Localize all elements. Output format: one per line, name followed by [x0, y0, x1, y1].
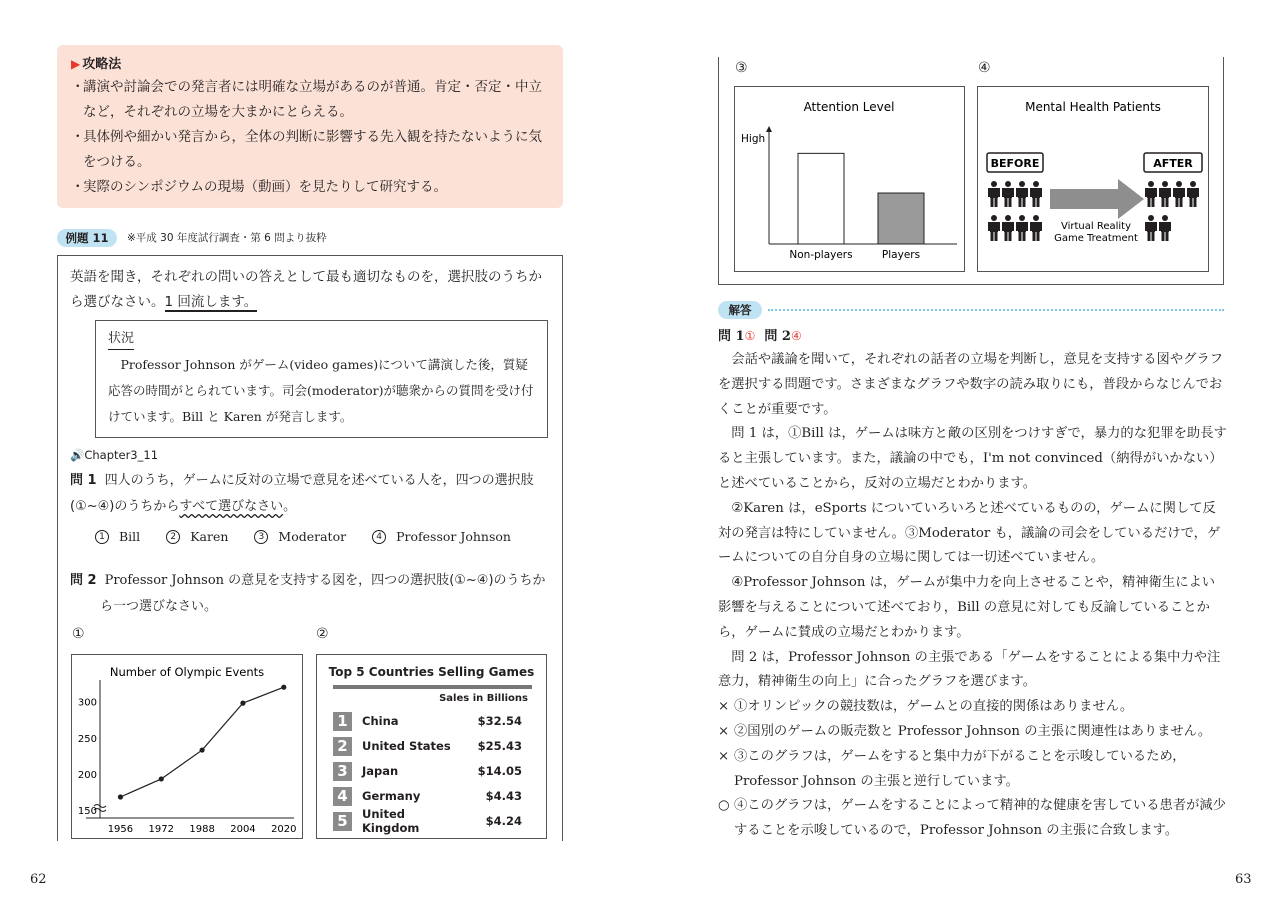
choice-professor-johnson[interactable]: 4 Professor Johnson: [372, 527, 511, 547]
tip-item: ・ 具体例や細かい発言から，全体の判断に影響する先入観を持たないように気をつける。: [71, 129, 542, 170]
top5-countries-table: [316, 654, 547, 839]
y-tick-label: 300: [77, 697, 97, 709]
page-number-left: 62: [30, 872, 47, 887]
person-icon: [1030, 181, 1042, 207]
play-once-note: 1 回流します。: [164, 294, 258, 310]
x-tick-label: 1956: [107, 824, 134, 835]
bar: [878, 193, 924, 244]
option-1-label: ①: [72, 626, 85, 642]
category-label: Non-players: [789, 249, 853, 261]
attention-level-chart-box: [734, 86, 965, 272]
explanation-paragraph: 問 1 は，①Bill は，ゲームは味方と敵の区別をつけすぎで，暴力的な犯罪を助長すると主張しています。また，議論の中でも，I'm not convinced（納得がいかない）と述べていることから，反対の立場だとわかります。: [718, 426, 1227, 491]
top5-row: 4 Germany $4.43: [333, 786, 533, 806]
top5-title: Top 5 Countries Selling Games: [328, 665, 535, 679]
instruction: 英語を聞き，それぞれの問いの答えとして最も適切なものを，選択肢のうちか ら選びなさい。1 回流します。: [70, 269, 542, 310]
person-icon: [1159, 181, 1171, 207]
question-1-label: 問 1: [70, 473, 97, 488]
person-icon: [988, 215, 1000, 241]
question-1-choices: [95, 527, 537, 547]
data-point: [200, 747, 205, 752]
y-axis-label: High: [741, 133, 766, 145]
question-2-label: 問 2: [70, 573, 97, 588]
triangle-icon: ▶: [71, 57, 81, 71]
option-evaluation: × ①オリンピックの競技数は，ゲームとの直接的関係はありません。: [718, 699, 1134, 715]
option-3-label: ③: [735, 60, 748, 76]
tip-item: ・ 実際のシンポジウムの現場（動画）を見たりして研究する。: [71, 179, 448, 195]
question-2: 問 2 Professor Johnson の意見を支持する図を，四つの選択肢(①~④)のうちか ら一つ選びなさい。: [70, 573, 546, 614]
person-icon: [1016, 215, 1028, 241]
explanation: [718, 348, 1228, 844]
situation-title: 状況: [108, 329, 134, 350]
option-evaluation: × ③このグラフは，ゲームをすると集中力が下がることを示唆しているため，Professor Johnson の主張と逆行しています。: [718, 748, 1186, 789]
attention-level-chart: [735, 87, 964, 271]
x-tick-label: 1972: [148, 824, 174, 835]
option-evaluation: × ②国別のゲームの販売数と Professor Johnson の主張に関連性はありません。: [718, 723, 1212, 739]
answer-dotted-rule: [768, 309, 1224, 311]
person-icon: [1159, 215, 1171, 241]
answer-badge: 解答: [718, 301, 762, 319]
option-4-label: ④: [978, 60, 991, 76]
olympic-events-chart: [72, 655, 302, 838]
chart-title: Attention Level: [803, 100, 895, 114]
mental-health-chart-box: [977, 86, 1209, 272]
choice-bill[interactable]: 1 Bill: [95, 527, 140, 547]
top5-row: 1 China $32.54: [333, 711, 533, 731]
person-icon: [1187, 181, 1199, 207]
explanation-paragraph: ②Karen は，eSports についていろいろと述べているものの，ゲームに関して反対の発言は特にしていません。③Moderator も，議論の司会をしているだけで，ゲームについての自分自身の立場に関しては一切述べていません。: [718, 500, 1221, 566]
person-icon: [1145, 215, 1157, 241]
data-point: [281, 685, 286, 690]
situation-text: Professor Johnson がゲーム(video games)について講演した後，質疑応答の時間がとられています。司会(moderator)が聴衆からの質問を受け付けています。Bill と Karen が発言します。: [108, 357, 534, 424]
person-icon: [988, 181, 1000, 207]
top5-row: 5 United Kingdom $4.24: [333, 811, 533, 831]
example-badge: 例題 11: [57, 229, 117, 247]
speaker-icon: 🔊: [70, 448, 85, 462]
explanation-paragraph: 会話や議論を聞いて，それぞれの話者の立場を判断し，意見を支持する図やグラフを選択する問題です。さまざまなグラフや数字の読み取りにも，普段からなじんでおくことが重要です。: [718, 352, 1224, 417]
answer-q1: ①: [744, 329, 756, 343]
x-tick-label: 2020: [271, 824, 297, 835]
chart-title: Number of Olympic Events: [109, 665, 265, 679]
person-icon: [1002, 215, 1014, 241]
top5-row: 3 Japan $14.05: [333, 761, 533, 781]
y-tick-label: 250: [77, 733, 97, 745]
answer-key: 問 1① 問 2④: [718, 329, 802, 344]
arrow-label-2: Game Treatment: [1054, 233, 1138, 244]
option-2-label: ②: [316, 626, 329, 642]
after-label: AFTER: [1153, 157, 1193, 170]
top5-row: 2 United States $25.43: [333, 736, 533, 756]
data-point: [159, 776, 164, 781]
top5-subtitle: Sales in Billions: [439, 693, 528, 704]
x-tick-label: 2004: [230, 824, 256, 835]
y-tick-label: 150: [77, 806, 97, 817]
data-point: [118, 794, 123, 799]
example-source-note: ※平成 30 年度試行調査・第 6 問より抜粋: [127, 232, 327, 244]
series-line: [120, 687, 283, 797]
y-tick-label: 200: [77, 769, 97, 781]
person-icon: [1030, 215, 1042, 241]
data-point: [240, 701, 245, 706]
situation-box: [95, 320, 548, 438]
olympic-events-chart-box: [71, 654, 303, 839]
choice-moderator[interactable]: 3 Moderator: [254, 527, 346, 547]
y-axis-arrow: [766, 126, 772, 132]
person-icon: [1173, 181, 1185, 207]
arrow-label-1: Virtual Reality: [1060, 221, 1132, 232]
person-icon: [1145, 181, 1157, 207]
category-label: Players: [881, 249, 921, 261]
top5-title-bar: [333, 685, 532, 689]
person-icon: [1002, 181, 1014, 207]
tip-item: ・ 講演や討論会での発言者には明確な立場があるのが普通。肯定・否定・中立など，それぞれの立場を大まかにとらえる。: [71, 79, 542, 120]
option-evaluation: ○ ④このグラフは，ゲームをすることによって精神的な健康を害している患者が減少することを示唆しているので，Professor Johnson の主張に合致します。: [718, 798, 1226, 839]
question-1: 問 1 四人のうち，ゲームに反対の立場で意見を述べている人を，四つの選択肢 (①~④)のうちからすべて選びなさい。: [70, 473, 534, 514]
tips-title: 攻略法: [82, 57, 122, 72]
answer-q2: ④: [790, 329, 802, 343]
choice-karen[interactable]: 2 Karen: [166, 527, 228, 547]
tips-box: [57, 45, 563, 208]
page-number-right: 63: [1235, 872, 1252, 887]
treatment-arrow: [1050, 179, 1144, 219]
explanation-paragraph: ④Professor Johnson は，ゲームが集中力を向上させることや，精神衛生によい影響を与えることについて述べており，Bill の意見に対しても反論していることから，ゲームに賛成の立場だとわかります。: [718, 575, 1216, 640]
person-icon: [1016, 181, 1028, 207]
bar: [798, 153, 844, 244]
mental-health-diagram: [978, 87, 1208, 271]
chart-title: Mental Health Patients: [1025, 100, 1161, 114]
x-tick-label: 1988: [189, 824, 215, 835]
before-label: BEFORE: [990, 157, 1040, 170]
explanation-paragraph: 問 2 は，Professor Johnson の主張である「ゲームをすることによる集中力や注意力，精神衛生の向上」に合ったグラフを選びます。: [718, 649, 1221, 690]
audio-track[interactable]: 🔊Chapter3_11: [70, 448, 159, 462]
